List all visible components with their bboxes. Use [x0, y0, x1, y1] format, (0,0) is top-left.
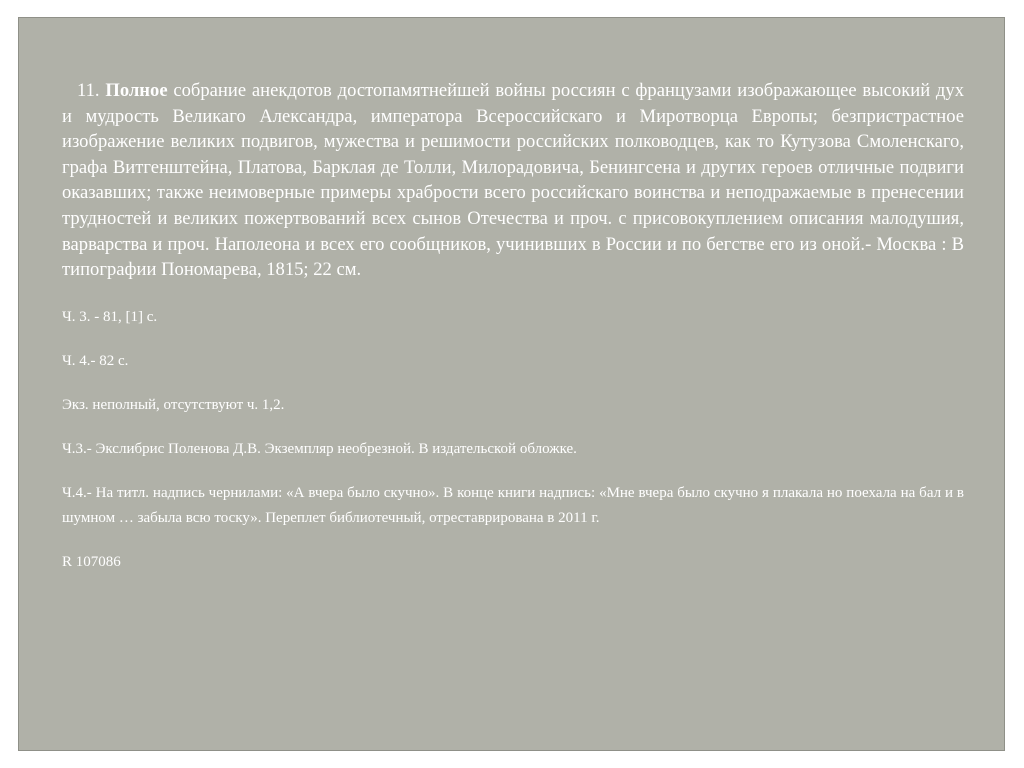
note-part-3-exlibris: Ч.3.- Экслибрис Поленова Д.В. Экземпляр необрезной. В издательской обложке. — [62, 440, 577, 457]
note-shelfmark: R 107086 — [62, 553, 121, 570]
note-incomplete-copy: Экз. неполный, отсутствуют ч. 1,2. — [62, 396, 285, 413]
slide — [18, 17, 1005, 751]
entry-text: собрание анекдотов достопамятнейшей войны россиян с французами изображающее высокий дух и мудрость Великаго Александра, императора Всероссийскаго и Миротворца Европы; безпристрастное изображение великих подвигов, мужества и решимости российских полководцев, как то Кутузова Смоленскаго, графа Витгенштейна, Платова, Барклая де Толли, Милорадовича, Бенингсена и других героев отличные подвиги оказавших; также неимоверные примеры храбрости всего российскаго воинства и неподражаемые в пренесении трудностей и великих пожертвований всех сынов Отечества и проч. с присовокуплением описания малодушия, варварства и проч. Наполеона и всех его сообщников, учинивших в России и по бегстве его из оной.- Москва : В типографии Пономарева, 1815; 22 см. — [62, 80, 964, 281]
record-content — [62, 78, 964, 575]
note-part-3-pages: Ч. 3. - 81, [1] с. — [62, 308, 158, 325]
main-entry — [62, 78, 964, 283]
entry-number: 11. — [77, 80, 100, 101]
note-part-4-pages: Ч. 4.- 82 с. — [62, 352, 129, 369]
note-part-4-inscription: Ч.4.- На титл. надпись чернилами: «А вчера было скучно». В конце книги надпись: «Мне вчера было скучно я плакала но поехала на бал и в шумном … забыла всю тоску». Переплет библиотечный, отреставрирована в 2011 г. — [62, 484, 964, 526]
entry-bold-word: Полное — [105, 80, 168, 101]
